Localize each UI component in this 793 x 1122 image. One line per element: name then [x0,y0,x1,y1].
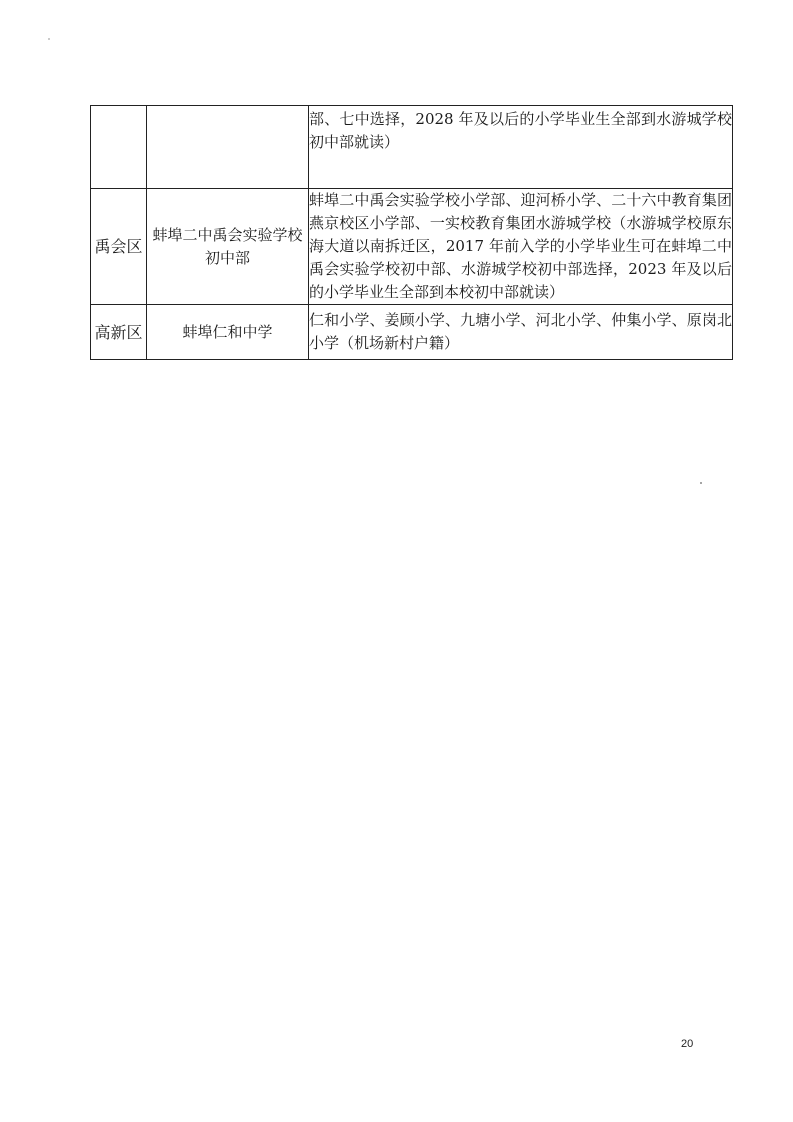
school-district-table [90,105,733,360]
page-number: 20 [681,1038,694,1050]
district-cell [91,106,147,189]
feeder-schools-cell: 部、七中选择，2028 年及以后的小学毕业生全部到水游城学校初中部就读） [309,106,733,189]
feeder-schools-cell: 仁和小学、姜顾小学、九塘小学、河北小学、仲集小学、原岗北小学（机场新村户籍） [309,305,733,360]
feeder-schools-cell: 蚌埠二中禹会实验学校小学部、迎河桥小学、二十六中教育集团燕京校区小学部、一实校教育集团水游城学校（水游城学校原东海大道以南拆迁区，2017 年前入学的小学毕业生可在蚌埠二中禹会实验学校初中部、水游城学校初中部选择，2023 年及以后的小学毕业生全部到本校初中部就读） [309,189,733,305]
district-cell: 禹会区 [91,189,147,305]
school-cell: 蚌埠仁和中学 [147,305,309,360]
district-cell: 高新区 [91,305,147,360]
table-row [91,106,733,189]
school-cell [147,106,309,189]
school-cell: 蚌埠二中禹会实验学校初中部 [147,189,309,305]
table-row [91,305,733,360]
scan-speck [48,38,50,40]
table-row [91,189,733,305]
scan-speck [700,482,702,484]
